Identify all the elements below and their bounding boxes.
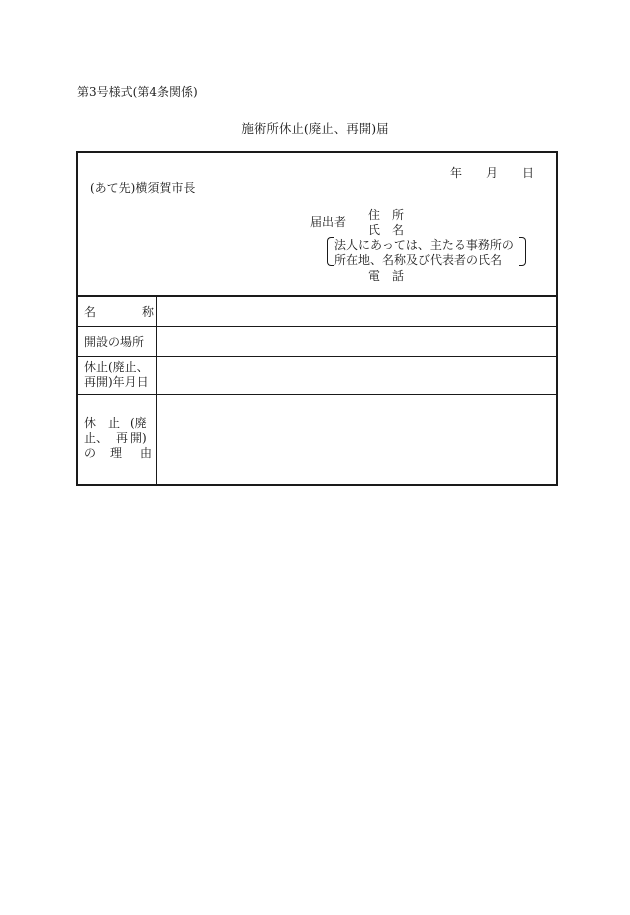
date-year-label: 年 xyxy=(450,166,463,180)
corporate-note-line1: 法人にあっては、主たる事務所の xyxy=(334,238,514,252)
date-day-label: 日 xyxy=(522,166,535,180)
row-label-reason: 休 止 (廃 止、 再 開) の 理 由 xyxy=(84,416,153,460)
form-table: 年 月 日 (あて先)横須賀市長 届出者 住 所 氏 名 法人にあっては、主たる事務所の 所在地、名称及び代表者の氏名 電 話 名 称 開設の場所 休止(廃止、 再開)年月日 休 止 (廃 止、 再 開) の 理 由 xyxy=(76,151,558,486)
row-label-location: 開設の場所 xyxy=(84,335,145,349)
submitter-label: 届出者 xyxy=(310,215,347,229)
document-title: 施術所休止(廃止、再開)届 xyxy=(241,121,389,136)
address-label: 住 所 xyxy=(368,208,405,222)
reason-field[interactable] xyxy=(157,395,556,484)
corporate-note-line2: 所在地、名称及び代表者の氏名 xyxy=(334,253,503,267)
location-field[interactable] xyxy=(157,327,556,356)
name-field[interactable] xyxy=(157,296,556,326)
date-field[interactable] xyxy=(157,357,556,394)
addressee-label: (あて先)横須賀市長 xyxy=(90,181,196,195)
form-number-label: 第3号様式(第4条関係) xyxy=(77,85,198,99)
date-month-label: 月 xyxy=(486,166,499,180)
note-bracket-left xyxy=(327,237,334,266)
name-label: 氏 名 xyxy=(368,223,405,237)
phone-label: 電 話 xyxy=(368,269,405,283)
row-label-date: 休止(廃止、 再開)年月日 xyxy=(84,360,149,389)
note-bracket-right xyxy=(519,237,526,266)
